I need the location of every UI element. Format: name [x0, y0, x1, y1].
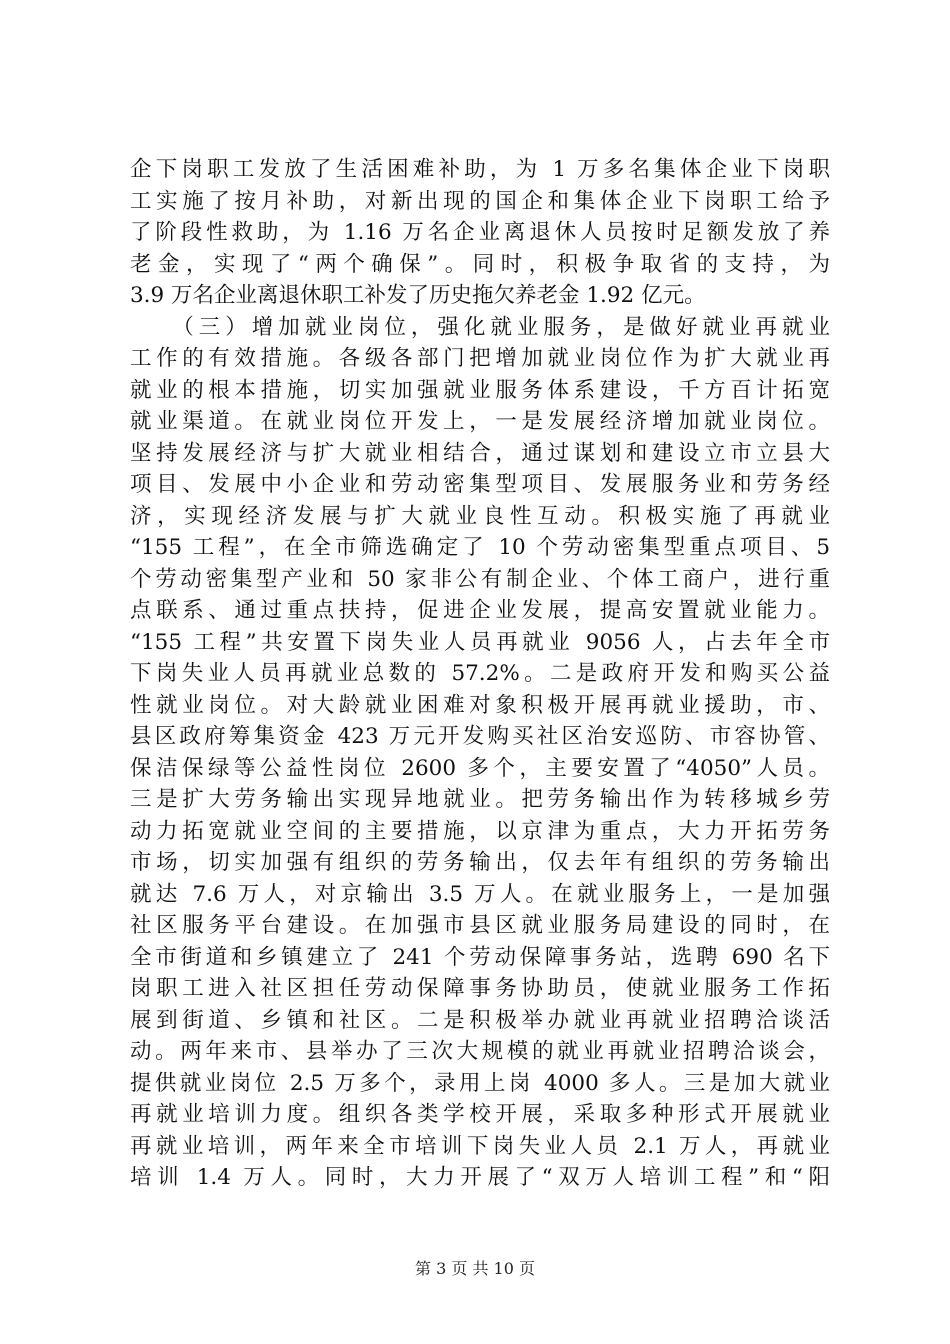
text-line: 就业渠道。在就业岗位开发上，一是发展经济增加就业岗位。 — [130, 409, 830, 434]
text-line: 动。两年来市、县举办了三次大规模的就业再就业招聘洽谈会， — [130, 1039, 830, 1064]
text-line: 岗职工进入社区担任劳动保障事务协助员，使就业服务工作拓 — [130, 976, 830, 1001]
text-line: 济，实现经济发展与扩大就业良性互动。积极实施了再就业 — [130, 503, 830, 529]
text-line: 保洁保绿等公益性岗位 2600 多个，主要安置了“4050”人员。 — [130, 755, 830, 781]
text-line: 老金，实现了“两个确保”。同时，积极争取省的支持，为 — [130, 251, 830, 277]
text-line: 再就业培训力度。组织各类学校开展，采取多种形式开展就业 — [130, 1102, 830, 1127]
text-line: 坚持发展经济与扩大就业相结合，通过谋划和建设立市立县大 — [130, 440, 830, 466]
text-line: 全市街道和乡镇建立了 241 个劳动保障事务站，选聘 690 名下 — [130, 944, 830, 970]
body-text — [130, 154, 830, 1194]
text-line: 工作的有效措施。各级各部门把增加就业岗位作为扩大就业再 — [130, 346, 830, 371]
text-line: 性就业岗位。对大龄就业困难对象积极开展再就业援助，市、 — [130, 692, 830, 718]
page-footer: 第 3 页 共 10 页 — [415, 1259, 535, 1278]
text-line: 动力拓宽就业空间的主要措施，以京津为重点，大力开拓劳务 — [130, 818, 830, 844]
text-line: 提供就业岗位 2.5 万多个，录用上岗 4000 多人。三是加大就业 — [130, 1070, 830, 1096]
text-line: 3.9 万名企业离退休职工补发了历史拖欠养老金 1.92 亿元。 — [130, 283, 706, 308]
text-line: 工实施了按月补助，对新出现的国企和集体企业下岗职工给予 — [130, 188, 830, 214]
text-line: 项目、发展中小企业和劳动密集型项目、发展服务业和劳务经 — [130, 472, 830, 497]
text-line: 培训 1.4 万人。同时，大力开展了“双万人培训工程”和“阳 — [130, 1165, 830, 1190]
text-line: 社区服务平台建设。在加强市县区就业服务局建设的同时，在 — [130, 913, 830, 938]
text-line: 点联系、通过重点扶持，促进企业发展，提高安置就业能力。 — [130, 598, 830, 623]
text-line: 个劳动密集型产业和 50 家非公有制企业、个体工商户，进行重 — [130, 566, 830, 592]
text-line: 三是扩大劳务输出实现异地就业。把劳务输出作为转移城乡劳 — [130, 787, 830, 812]
text-line: 就业的根本措施，切实加强就业服务体系建设，千方百计拓宽 — [130, 377, 830, 403]
text-line: 就达 7.6 万人，对京输出 3.5 万人。在就业服务上，一是加强 — [130, 881, 830, 907]
text-line: 下岗失业人员再就业总数的 57.2%。二是政府开发和购买公益 — [130, 661, 830, 686]
text-line: （三）增加就业岗位，强化就业服务，是做好就业再就业 — [130, 314, 830, 340]
text-line: “155 工程”，在全市筛选确定了 10 个劳动密集型重点项目、5 — [130, 535, 830, 560]
text-line: 再就业培训，两年来全市培训下岗失业人员 2.1 万人，再就业 — [130, 1133, 830, 1159]
text-line: 了阶段性救助，为 1.16 万名企业离退休人员按时足额发放了养 — [130, 220, 830, 245]
text-line: 市场，切实加强有组织的劳务输出，仅去年有组织的劳务输出 — [130, 850, 830, 875]
text-line: 企下岗职工发放了生活困难补助，为 1 万多名集体企业下岗职 — [130, 157, 830, 182]
text-line: “155 工程”共安置下岗失业人员再就业 9056 人，占去年全市 — [130, 629, 830, 655]
text-line: 展到街道、乡镇和社区。二是积极举办就业再就业招聘洽谈活 — [130, 1007, 830, 1033]
text-line: 县区政府筹集资金 423 万元开发购买社区治安巡防、市容协管、 — [130, 724, 830, 749]
